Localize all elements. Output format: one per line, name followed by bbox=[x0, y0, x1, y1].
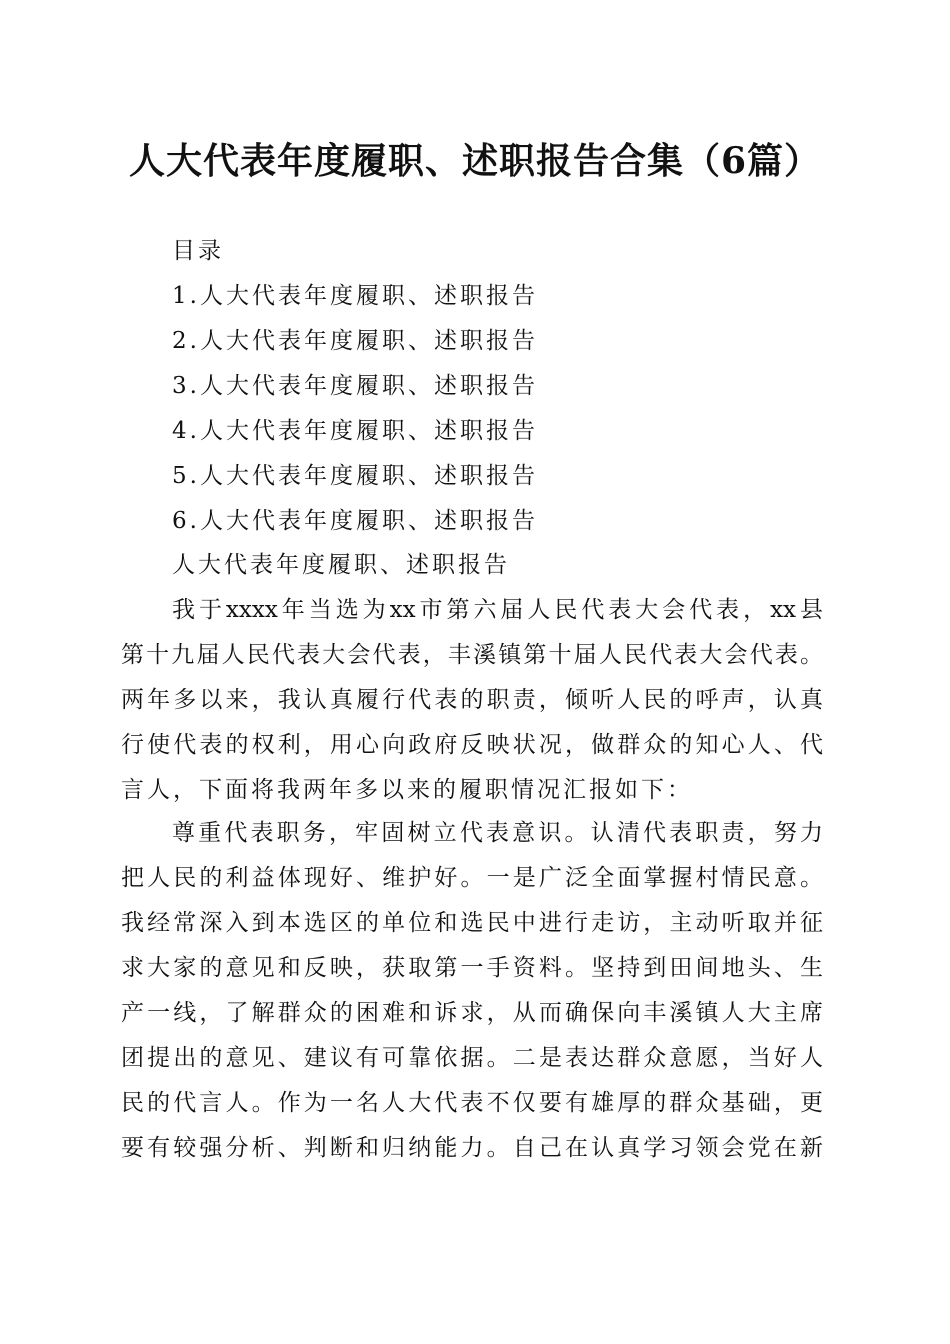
toc-heading: 目录 bbox=[172, 238, 224, 264]
toc-item: 5.人大代表年度履职、述职报告 bbox=[172, 463, 538, 489]
paragraph-line: 要有较强分析、判断和归纳能力。自己在认真学习领会党在新 bbox=[121, 1135, 823, 1161]
paragraph-line: 产一线，了解群众的困难和诉求，从而确保向丰溪镇人大主席 bbox=[121, 1000, 823, 1026]
paragraph-line: 团提出的意见、建议有可靠依据。二是表达群众意愿，当好人 bbox=[121, 1045, 823, 1071]
toc-item: 6.人大代表年度履职、述职报告 bbox=[172, 508, 538, 534]
paragraph-line: 尊重代表职务，牢固树立代表意识。认清代表职责，努力 bbox=[172, 820, 823, 846]
toc-item: 3.人大代表年度履职、述职报告 bbox=[172, 373, 538, 399]
paragraph-line: 行使代表的权利，用心向政府反映状况，做群众的知心人、代 bbox=[121, 732, 823, 758]
paragraph-line: 我于xxxx年当选为xx市第六届人民代表大会代表，xx县 bbox=[172, 597, 823, 623]
paragraph-line: 言人，下面将我两年多以来的履职情况汇报如下： bbox=[121, 777, 693, 803]
toc-item: 2.人大代表年度履职、述职报告 bbox=[172, 328, 538, 354]
paragraph-line: 我经常深入到本选区的单位和选民中进行走访，主动听取并征 bbox=[121, 910, 823, 936]
document-title: 人大代表年度履职、述职报告合集（6篇） bbox=[128, 140, 822, 182]
section-heading: 人大代表年度履职、述职报告 bbox=[172, 552, 510, 578]
paragraph-line: 第十九届人民代表大会代表，丰溪镇第十届人民代表大会代表。 bbox=[121, 642, 823, 668]
paragraph-line: 求大家的意见和反映，获取第一手资料。坚持到田间地头、生 bbox=[121, 955, 823, 981]
paragraph-line: 两年多以来，我认真履行代表的职责，倾听人民的呼声，认真 bbox=[121, 687, 823, 713]
toc-item: 1.人大代表年度履职、述职报告 bbox=[172, 283, 538, 309]
paragraph-line: 民的代言人。作为一名人大代表不仅要有雄厚的群众基础，更 bbox=[121, 1090, 823, 1116]
paragraph-line: 把人民的利益体现好、维护好。一是广泛全面掌握村情民意。 bbox=[121, 865, 823, 891]
toc-item: 4.人大代表年度履职、述职报告 bbox=[172, 418, 538, 444]
